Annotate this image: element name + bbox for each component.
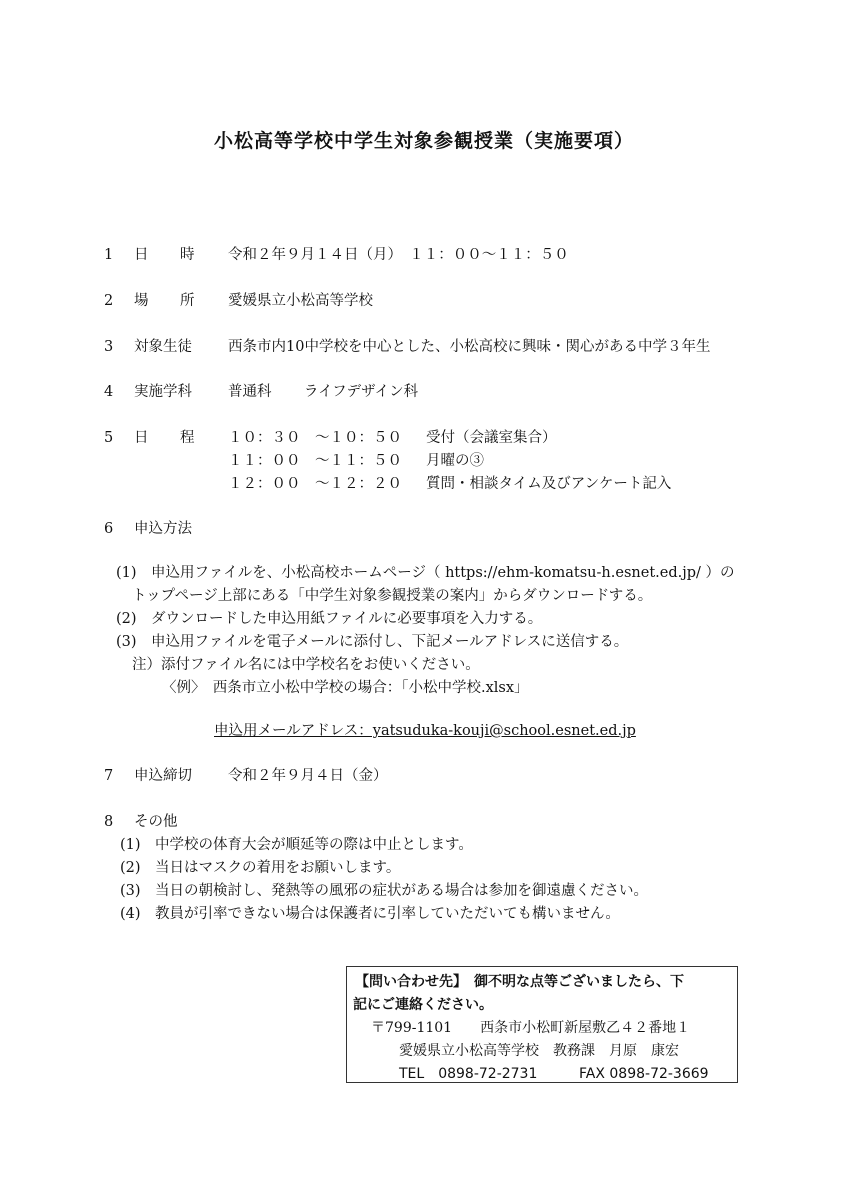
contact-address: 〒799-1101 西条市小松町新屋敷乙４２番地１	[371, 1020, 691, 1036]
contact-box	[346, 966, 738, 1083]
item-label: 場	[134, 293, 149, 309]
contact-heading: 【問い合わせ先】 御不明な点等ございましたら、下	[355, 974, 684, 990]
item-label: 程	[180, 430, 195, 446]
date-value: 令和２年９月１４日（月） １１：００～１１：５０	[228, 247, 569, 263]
item-label: 対象生徒	[134, 339, 192, 355]
item-label: 申込方法	[134, 521, 192, 537]
apply-step-2: (2) ダウンロードした申込用紙ファイルに必要事項を入力する。	[116, 611, 543, 627]
item-number: 5	[104, 430, 114, 446]
schedule-desc: 質問・相談タイム及びアンケート記入	[426, 476, 672, 492]
other-list-item: (2) 当日はマスクの着用をお願いします。	[120, 860, 401, 876]
contact-heading-cont: 記にご連絡ください。	[353, 997, 493, 1013]
contact-person: 愛媛県立小松高等学校 教務課 月原 康宏	[399, 1043, 679, 1059]
contact-tel: TEL 0898-72-2731	[399, 1066, 538, 1082]
item-label: 所	[180, 293, 195, 309]
dept-value-general: 普通科	[228, 384, 272, 400]
item-number: 3	[104, 339, 114, 355]
schedule-time: １１：００ ～１１：５０	[228, 453, 402, 469]
item-label: 日	[134, 430, 149, 446]
apply-example: 〈例〉 西条市立小松中学校の場合：「小松中学校.xlsx」	[162, 680, 529, 696]
apply-email-address[interactable]: 申込用メールアドレス：yatsuduka-kouji@school.esnet.ed.jp	[214, 723, 636, 739]
apply-step-1-cont: トップページ上部にある「中学生対象参観授業の案内」からダウンロードする。	[132, 588, 653, 604]
schedule-time: １２：００ ～１２：２０	[228, 476, 402, 492]
contact-fax: FAX 0898-72-3669	[579, 1066, 709, 1082]
target-value: 西条市内10中学校を中心とした、小松高校に興味・関心がある中学３年生	[228, 339, 711, 355]
apply-step-1: (1) 申込用ファイルを、小松高校ホームページ（ https://ehm-komatsu-h.esnet.ed.jp/ ）の	[116, 565, 735, 581]
apply-step-3: (3) 申込用ファイルを電子メールに添付し、下記メールアドレスに送信する。	[116, 634, 629, 650]
item-label: 実施学科	[134, 384, 192, 400]
item-number: 7	[104, 768, 114, 784]
item-number: 4	[104, 384, 114, 400]
place-value: 愛媛県立小松高等学校	[228, 293, 373, 309]
item-label: 日	[134, 247, 149, 263]
item-number: 8	[104, 814, 114, 830]
other-list-item: (1) 中学校の体育大会が順延等の際は中止とします。	[120, 837, 473, 853]
apply-note: 注）添付ファイル名には中学校名をお使いください。	[132, 657, 480, 673]
schedule-desc: 受付（会議室集合）	[426, 430, 557, 446]
other-list-item: (3) 当日の朝検討し、発熱等の風邪の症状がある場合は参加を御遠慮ください。	[120, 883, 649, 899]
item-label: その他	[134, 814, 178, 830]
item-number: 1	[104, 247, 114, 263]
dept-value-life-design: ライフデザイン科	[304, 384, 419, 400]
schedule-time: １０：３０ ～１０：５０	[228, 430, 402, 446]
other-list-item: (4) 教員が引率できない場合は保護者に引率していただいても構いません。	[120, 906, 620, 922]
schedule-desc: 月曜の③	[426, 453, 484, 469]
item-number: 2	[104, 293, 114, 309]
page-title: 小松高等学校中学生対象参観授業（実施要項）	[213, 130, 634, 152]
item-label: 時	[180, 247, 195, 263]
item-number: 6	[104, 521, 114, 537]
item-label: 申込締切	[134, 768, 192, 784]
deadline-value: 令和２年９月４日（金）	[228, 768, 388, 784]
